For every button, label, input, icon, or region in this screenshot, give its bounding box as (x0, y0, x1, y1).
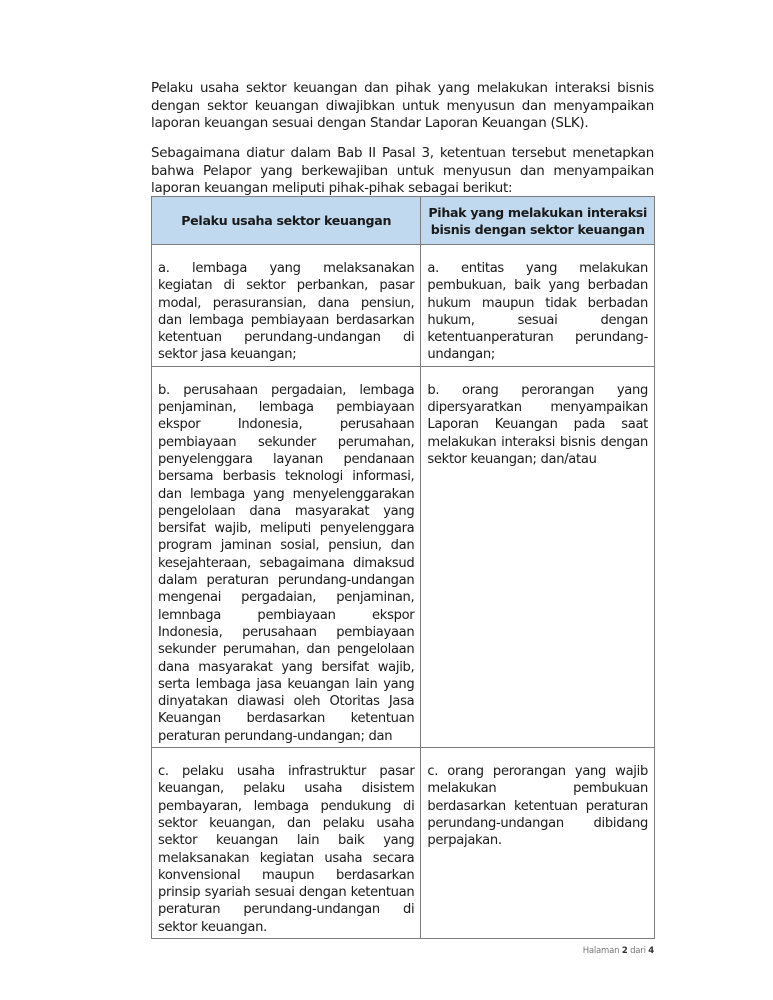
intro-paragraph-1: Pelaku usaha sektor keuangan dan pihak yang melakukan interaksi bisnis dengan sektor keuangan diwajibkan untuk menyusun dan menyampaikan laporan keuangan sesuai dengan Standar Laporan Keuangan (SLK). (151, 81, 654, 131)
of-label: dari (630, 946, 646, 956)
table-cell: c. orang perorangan yang wajib melakukan pembukuan berdasarkan ketentuan peraturan perundang-undangan dibidang perpajakan. (421, 748, 655, 939)
page-label: Halaman (582, 946, 620, 956)
table-row (152, 366, 655, 747)
table-cell: a. lembaga yang melaksanakan kegiatan di sektor perbankan, pasar modal, perasuransian, dana pensiun, dan lembaga pembiayaan berdasarkan ketentuan perundang-undangan di sektor jasa keuangan; (152, 245, 421, 367)
header-financial-sector-actors: Pelaku usaha sektor keuangan (152, 197, 421, 245)
table-cell: b. orang perorangan yang dipersyaratkan menyampaikan Laporan Keuangan pada saat melakukan interaksi bisnis dengan sektor keuangan; dan/atau (421, 366, 655, 747)
current-page: 2 (621, 946, 628, 956)
table-row (152, 245, 655, 367)
table-cell: b. perusahaan pergadaian, lembaga penjaminan, lembaga pembiayaan ekspor Indonesia, perusahaan pembiayaan sekunder perumahan, penyelenggara layanan pendanaan bersama berbasis teknologi informasi, dan lembaga yang menyelenggarakan pengelolaan dana masyarakat yang bersifat wajib, meliputi penyelenggara program jaminan sosial, pensiun, dan kesejahteraan, sebagaimana dimaksud dalam peraturan perundang-undangan mengenai pergadaian, penjaminan, lemnbaga pembiayaan ekspor Indonesia, perusahaan pembiayaan sekunder perumahan, dan pengelolaan dana masyarakat yang bersifat wajib, serta lembaga jasa keuangan lain yang dinyatakan diawasi oleh Otoritas Jasa Keuangan berdasarkan ketentuan peraturan perundang-undangan; dan (152, 366, 421, 747)
table-row (152, 748, 655, 939)
page-number-footer (560, 946, 654, 956)
table-cell: a. entitas yang melakukan pembukuan, baik yang berbadan hukum maupun tidak berbadan hukum, sesuai dengan ketentuanperaturan perundang-undangan; (421, 245, 655, 367)
intro-paragraph-2: Sebagaimana diatur dalam Bab II Pasal 3, ketentuan tersebut menetapkan bahwa Pelapor yang berkewajiban untuk menyusun dan menyampaikan laporan keuangan meliputi pihak-pihak sebagai berikut: (151, 146, 654, 196)
table-cell: c. pelaku usaha infrastruktur pasar keuangan, pelaku usaha disistem pembayaran, lembaga pendukung di sektor keuangan, dan pelaku usaha sektor keuangan lain baik yang melaksanakan kegiatan usaha secara konvensional maupun berdasarkan prinsip syariah sesuai dengan ketentuan peraturan perundang-undangan di sektor keuangan. (152, 748, 421, 939)
table-header-row (152, 197, 655, 245)
header-business-interaction-parties: Pihak yang melakukan interaksi bisnis dengan sektor keuangan (421, 197, 655, 245)
reporter-table (151, 196, 655, 939)
total-pages: 4 (648, 946, 654, 956)
